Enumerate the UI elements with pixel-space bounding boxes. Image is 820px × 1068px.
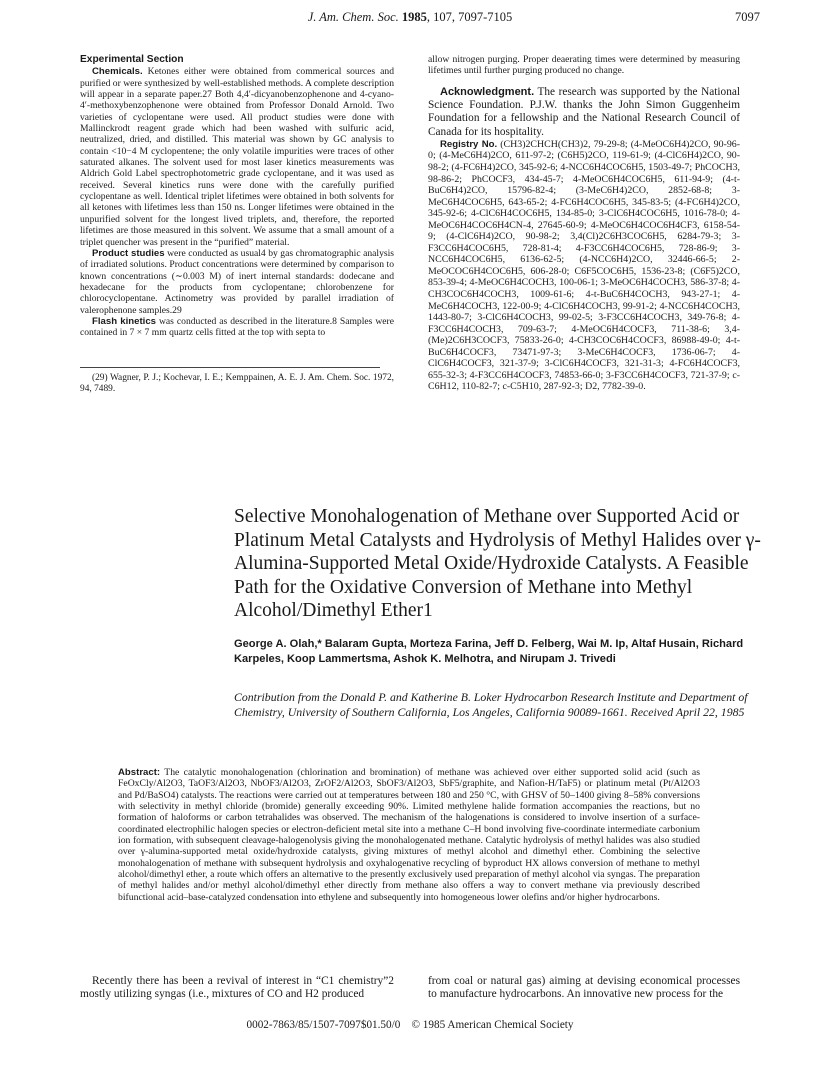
article-code: 0002-7863/85/1507-7097$01.50/0 <box>246 1019 401 1031</box>
paragraph-product-studies: Product studies were conducted as usual4 by gas chromatographic analysis of irradiated solutions. Product concentrations were determined by comparison to known concentrations (∼0.003 M) of inert internal standards: dodecane and hexadecane for the products from cyclopentane; chlorobenzene for chlorocyclopentane. Actinometry was provided by parallel irradiation of valerophenone samples.29 <box>80 247 394 316</box>
footnote-divider <box>80 367 380 368</box>
left-column <box>80 54 394 339</box>
copyright: © 1985 American Chemical Society <box>411 1019 574 1031</box>
journal-citation: J. Am. Chem. Soc. 1985, 107, 7097-7105 <box>307 10 513 24</box>
paragraph-chemicals: Chemicals. Ketones either were obtained from commerical sources and purified or were synthesized by well-established methods. A complete description will appear in a separate paper.27 Both 4,4′-dicyanobenzophenone and 4-cyano-4′-methoxybenzophenone were obtained from Professor Donald Arnold. Two varieties of cyclopentane were used. All product studies were done with Mallinckrodt reagent grade which had been washed with sulfuric acid, neutralized, dried, and distilled. This material was shown by GC analysis to contain <10−4 M cyclopentene; the only volatile impurities were traces of other saturated alkanes. The solvent used for most laser kinetics measurements was Aldrich Gold Label spectrophotometric grade cyclopentane, and it was used as received. Several kinetics runs were done with the carefully purified cyclopentane as well. Identical triplet lifetimes were obtained in both solvents for all ketones with lifetimes less than 150 ns. Longer lifetimes were obtained in the unpurified solvent for the longest lived triplets, and, therefore, the reported lifetimes are those measured in this solvent. We assume that a small amount of a triplet quencher was present in the “purified” material. <box>80 66 394 248</box>
body-right-column: from coal or natural gas) aiming at devising economical processes to manufacture hydrocarbons. An innovative new process for the <box>428 975 740 1001</box>
right-column <box>428 54 740 393</box>
body-left-column: Recently there has been a revival of interest in “C1 chemistry”2 mostly utilizing syngas (i.e., mixtures of CO and H2 produced <box>80 975 394 1001</box>
runin-product-studies: Product studies <box>92 247 165 259</box>
section-title: Experimental Section <box>80 54 184 65</box>
runin-flash-kinetics: Flash kinetics <box>92 315 157 327</box>
author-list: George A. Olah,* Balaram Gupta, Morteza Farina, Jeff D. Felberg, Wai M. Ip, Altaf Husain, Richard Karpeles, Koop Lammertsma, Ashok K. Melhotra, and Nirupam J. Trivedi <box>234 638 744 665</box>
running-header <box>0 10 820 28</box>
runin-registry: Registry No. <box>440 138 498 150</box>
abstract <box>118 767 700 903</box>
runin-acknowledgment: Acknowledgment. <box>440 85 535 98</box>
paragraph-flash-kinetics: Flash kinetics was conducted as described in the literature.8 Samples were contained in 7 × 7 mm quartz cells fitted at the top with septa to <box>80 315 394 339</box>
paragraph-registry: Registry No. (CH3)2CHCH(CH3)2, 79-29-8; (4-MeOC6H4)2CO, 90-96-0; (4-MeC6H4)2CO, 611-97-2; (C6H5)2CO, 119-61-9; (4-ClC6H4)2CO, 90-98-2; (4-FC6H4)2CO, 345-92-6; 4-NCC6H4COC6H5, 1503-49-7; PhCOCH3, 98-86-2; PhCOCF3, 434-45-7; 4-MeOC6H4COC6H5, 611-94-9; (4-t-BuC6H4)2CO, 15796-82-4; (3-MeC6H4)2CO, 2852-68-8; 3-MeC6H4COC6H5, 643-65-2; 4-FC6H4COC6H5, 345-83-5; (4-FC6H4)2CO, 345-92-6; 4-ClC6H4COC6H5, 134-85-0; 3-ClC6H4COC6H5, 1016-78-0; 4-MeOC6H4COC6H4CN-4, 27645-60-9; 4-MeOC6H4COC6H4CF3, 6158-54-9; (4-ClC6H4)2CO, 90-98-2; 3,4(Cl)2C6H3COC6H5, 6284-79-3; 3-F3CC6H4COC6H5, 728-81-4; 4-F3CC6H4COC6H5, 728-86-9; 3-NCC6H4COC6H5, 6136-62-5; (4-NCC6H4)2CO, 32446-66-5; 2-MeOCOC6H4COC6H5, 606-28-0; C6F5COC6H5, 1536-23-8; (C6F5)2CO, 853-39-4; 4-MeOC6H4COCH3, 100-06-1; 3-MeOC6H4COCH3, 586-37-8; 4-CH3COC6H4COCH3, 1009-61-6; 4-t-BuC6H4COCH3, 943-27-1; 4-MeC6H4COCH3, 122-00-9; 4-ClC6H4COCH3, 99-91-2; 4-NCC6H4COCH3, 1443-80-7; 3-ClC6H4COCH3, 99-02-5; 3-F3CC6H4COCH3, 349-76-8; 4-F3CC6H4COCH3, 709-63-7; 4-MeOC6H4COCF3, 711-38-6; 3,4-(Me)2C6H3COCF3, 75833-26-0; 4-CH3COC6H4COCF3, 86988-49-0; 4-t-BuC6H4COCF3, 73471-97-3; 3-MeC6H4COCF3, 1736-06-7; 4-ClC6H4COCF3, 321-37-9; 3-ClC6H4COCF3, 321-31-3; 4-FC6H4COCF3, 655-32-3; 4-F3CC6H4COCF3, 74853-66-0; 3-F3CC6H4COCF3, 721-37-9; c-C6H12, 110-82-7; c-C5H10, 287-92-3; D2, 7782-39-0. <box>428 138 740 393</box>
abstract-label: Abstract: <box>118 767 161 778</box>
paragraph-acknowledgment: Acknowledgment. The research was supported by the National Science Foundation. P.J.W. thanks the John Simon Guggenheim Foundation for a fellowship and the National Research Council of Canada for its hospitality. <box>428 85 740 138</box>
affiliation: Contribution from the Donald P. and Katherine B. Loker Hydrocarbon Research Institute and Department of Chemistry, University of Southern California, Los Angeles, California 90089-1661. Received April 22, 1985 <box>234 690 748 719</box>
abstract-text: The catalytic monohalogenation (chlorination and bromination) of methane was achieved over either supported solid acid (such as FeOxCly/Al2O3, TaOF3/Al2O3, NbOF3/Al2O3, ZrOF2/Al2O3, SbOF3/Al2O3, SbF5/graphite, and Nafion-H/TaF5) or platinum metal (Pt/Al2O3 and Pd/BaSO4) catalysts. The reactions were carried out at temperatures between 180 and 250 °C, with GHSV of 50–1400 giving 8–58% conversions with selectivity in methyl chloride (bromide) generally exceeding 90%. Limited methylene halide formation accompanies the reactions, but no formation of haloforms or carbon tetrahalides was observed. The mechanism of the halogenations is considered to involve insertion of a surface-coordinated electrophilic halogen species or electron-deficient metal site into a methane C–H bond involving five-coordinate intermediate carbonium ion formation, with subsequent cleavage-halogenolysis giving the monohalogenated methane. Catalytic hydrolysis of methyl halides was also studied over γ-alumina-supported metal oxide/hydroxide catalysts, giving mixtures of methyl alcohol and dimethyl ether. Combining the selective monohalogenation of methane with subsequent hydrolysis and oxyhalogenative recycling of byproduct HX allows conversion of methane to methyl alcohol/dimethyl ether, a route which offers an alternative to the presently exclusively used preparation of methyl alcohol via syngas. The preparation of methyl halides and/or methyl alcohol/dimethyl ether directly from methane also offers a way to convert methane via previously described bifunctional acid–base-catalyzed condensation into ethylene and subsequently into homogeneous lower olefins and/or higher hydrocarbons. <box>118 767 700 903</box>
paragraph-continued: allow nitrogen purging. Proper deaerating times were determined by measuring lifetimes until further purging produced no change. <box>428 54 740 77</box>
page-footer <box>0 1019 820 1031</box>
footnote: (29) Wagner, P. J.; Kochevar, I. E.; Kemppainen, A. E. J. Am. Chem. Soc. 1972, 94, 7489. <box>80 373 394 394</box>
page-number: 7097 <box>735 10 760 24</box>
runin-chemicals: Chemicals. <box>92 66 143 78</box>
article-title: Selective Monohalogenation of Methane over Supported Acid or Platinum Metal Catalysts and Hydrolysis of Methyl Halides over γ-Alumina-Supported Metal Oxide/Hydroxide Catalysts. A Feasible Path for the Oxidative Conversion of Methane into Methyl Alcohol/Dimethyl Ether1 <box>234 506 761 621</box>
